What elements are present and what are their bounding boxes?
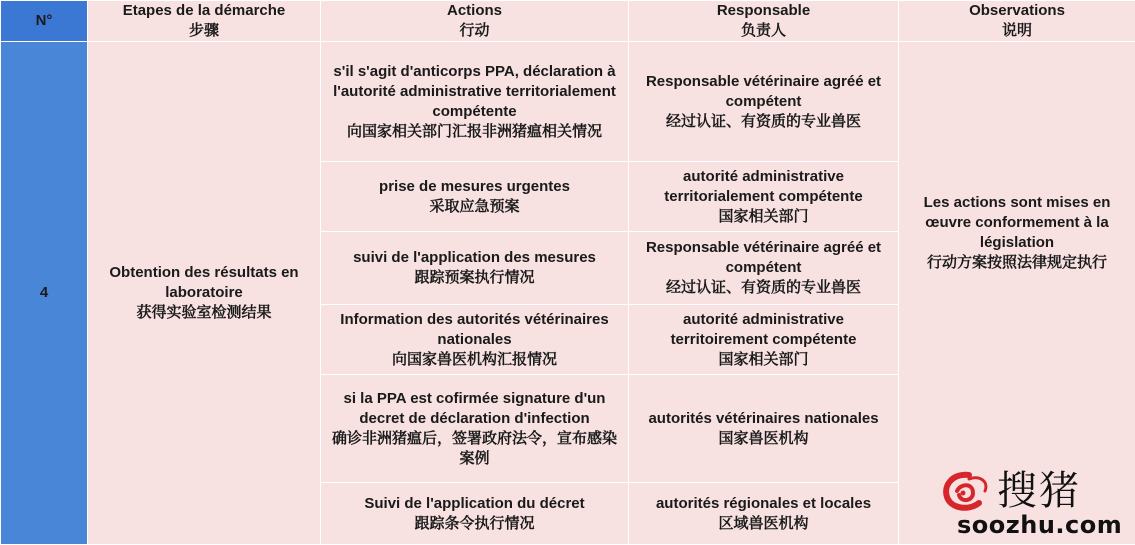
step-cell: Obtention des résultats en laboratoire 获得实验室检测结果 [88,42,321,545]
responsible-cell: Responsable vétérinaire agréé et compétent 经过认证、有资质的专业兽医 [629,232,899,305]
responsible-cell: autorité administrative territoirement compétente 国家相关部门 [629,305,899,375]
action-cell: si la PPA est cofirmée signature d'un decret de déclaration d'infection 确诊非洲猪瘟后，签署政府法令，宣布感染案例 [321,375,629,483]
watermark-url: soozhu.com [957,511,1122,539]
step-number: 4 [1,42,88,545]
header-number: N° [1,1,88,42]
action-cell: suivi de l'application des mesures 跟踪预案执行情况 [321,232,629,305]
header-responsible: Responsable 负责人 [629,1,899,42]
responsible-cell: autorités vétérinaires nationales 国家兽医机构 [629,375,899,483]
responsible-cell: autorités régionales et locales 区域兽医机构 [629,483,899,545]
table-row [1,42,1135,162]
action-cell: Suivi de l'application du décret 跟踪条令执行情况 [321,483,629,545]
header-observations: Observations 说明 [899,1,1135,42]
header-row [1,1,1135,42]
action-cell: prise de mesures urgentes 采取应急预案 [321,162,629,232]
action-cell: s'il s'agit d'anticorps PPA, déclaration à l'autorité administrative territorialement compétente 向国家相关部门汇报非洲猪瘟相关情况 [321,42,629,162]
soozhu-logo-icon [939,469,997,513]
header-actions: Actions 行动 [321,1,629,42]
soozhu-watermark [939,469,1129,539]
observations-cell: Les actions sont mises en œuvre conformement à la législation 行动方案按照法律规定执行 [899,42,1135,545]
responsible-cell: autorité administrative territorialement compétente 国家相关部门 [629,162,899,232]
header-step: Etapes de la démarche 步骤 [88,1,321,42]
watermark-chinese: 搜猪 [997,469,1081,513]
responsible-cell: Responsable vétérinaire agréé et compétent 经过认证、有资质的专业兽医 [629,42,899,162]
action-cell: Information des autorités vétérinaires nationales 向国家兽医机构汇报情况 [321,305,629,375]
